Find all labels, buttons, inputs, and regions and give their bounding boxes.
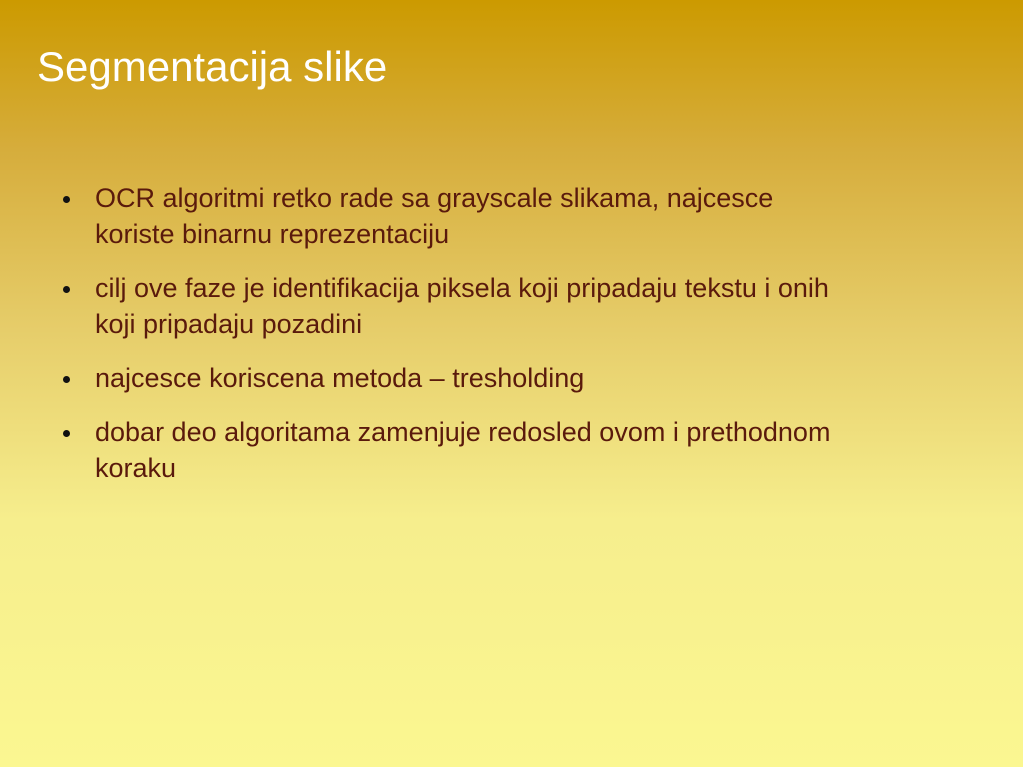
bullet-item [60, 270, 960, 342]
bullet-text: OCR algoritmi retko rade sa grayscale slikama, najcesce koriste binarnu reprezentaciju [95, 183, 774, 249]
bullet-dot-icon [63, 376, 70, 383]
slide-title: Segmentacija slike [37, 43, 388, 90]
bullet-item [60, 360, 960, 396]
bullet-dot-icon [63, 430, 70, 437]
bullet-dot-icon [63, 286, 70, 293]
bullet-text: najcesce koriscena metoda – tresholding [95, 363, 585, 393]
bullet-text: cilj ove faze je identifikacija piksela koji pripadaju tekstu i onih koji pripadaju pozadini [95, 273, 829, 339]
bullet-item [60, 414, 960, 486]
bullet-text: dobar deo algoritama zamenjuje redosled ovom i prethodnom koraku [95, 417, 831, 483]
bullet-item [60, 180, 960, 252]
bullet-list [60, 180, 960, 504]
bullet-dot-icon [63, 196, 70, 203]
